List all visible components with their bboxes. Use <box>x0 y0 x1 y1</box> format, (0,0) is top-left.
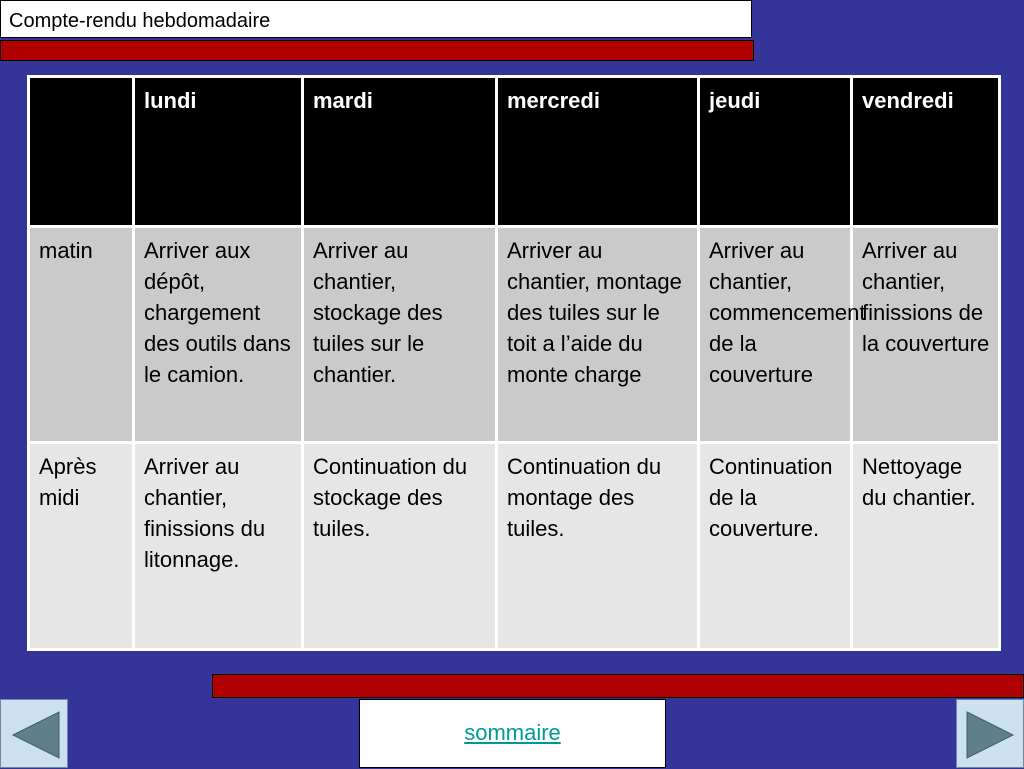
row-label-matin: matin <box>29 227 134 443</box>
header-corner-cell <box>29 77 134 227</box>
header-day-mardi: mardi <box>303 77 497 227</box>
header-day-jeudi: jeudi <box>699 77 852 227</box>
arrow-left-icon <box>1 700 69 769</box>
title-underline-bar <box>0 40 754 61</box>
title-box <box>0 0 752 38</box>
table-cell: Arriver au chantier, stockage des tuiles sur le chantier. <box>303 227 497 443</box>
row-label-apres-midi: Après midi <box>29 443 134 650</box>
table-cell: Arriver au chantier, montage des tuiles sur le toit a l’aide du monte charge <box>497 227 699 443</box>
table-cell: Continuation de la couverture. <box>699 443 852 650</box>
table-cell: Arriver au chantier, finissions du litonnage. <box>134 443 303 650</box>
table-row-matin <box>29 227 1000 443</box>
weekly-schedule-table <box>27 75 1001 651</box>
table-cell: Arriver au chantier, commencement de la couverture <box>699 227 852 443</box>
table-cell: Continuation du stockage des tuiles. <box>303 443 497 650</box>
next-slide-button[interactable] <box>956 699 1024 768</box>
table-cell: Arriver au chantier, finissions de la couverture <box>852 227 1000 443</box>
table-cell: Nettoyage du chantier. <box>852 443 1000 650</box>
header-day-vendredi: vendredi <box>852 77 1000 227</box>
header-day-lundi: lundi <box>134 77 303 227</box>
footer-red-bar <box>212 674 1024 698</box>
table-cell: Continuation du montage des tuiles. <box>497 443 699 650</box>
sommaire-link[interactable]: sommaire <box>464 720 561 745</box>
page-title: Compte-rendu hebdomadaire <box>9 10 271 32</box>
table-row-apres-midi <box>29 443 1000 650</box>
table-header-row <box>29 77 1000 227</box>
sommaire-box <box>359 699 666 768</box>
arrow-right-icon <box>957 700 1024 769</box>
table-cell: Arriver aux dépôt, chargement des outils dans le camion. <box>134 227 303 443</box>
header-day-mercredi: mercredi <box>497 77 699 227</box>
previous-slide-button[interactable] <box>0 699 68 768</box>
